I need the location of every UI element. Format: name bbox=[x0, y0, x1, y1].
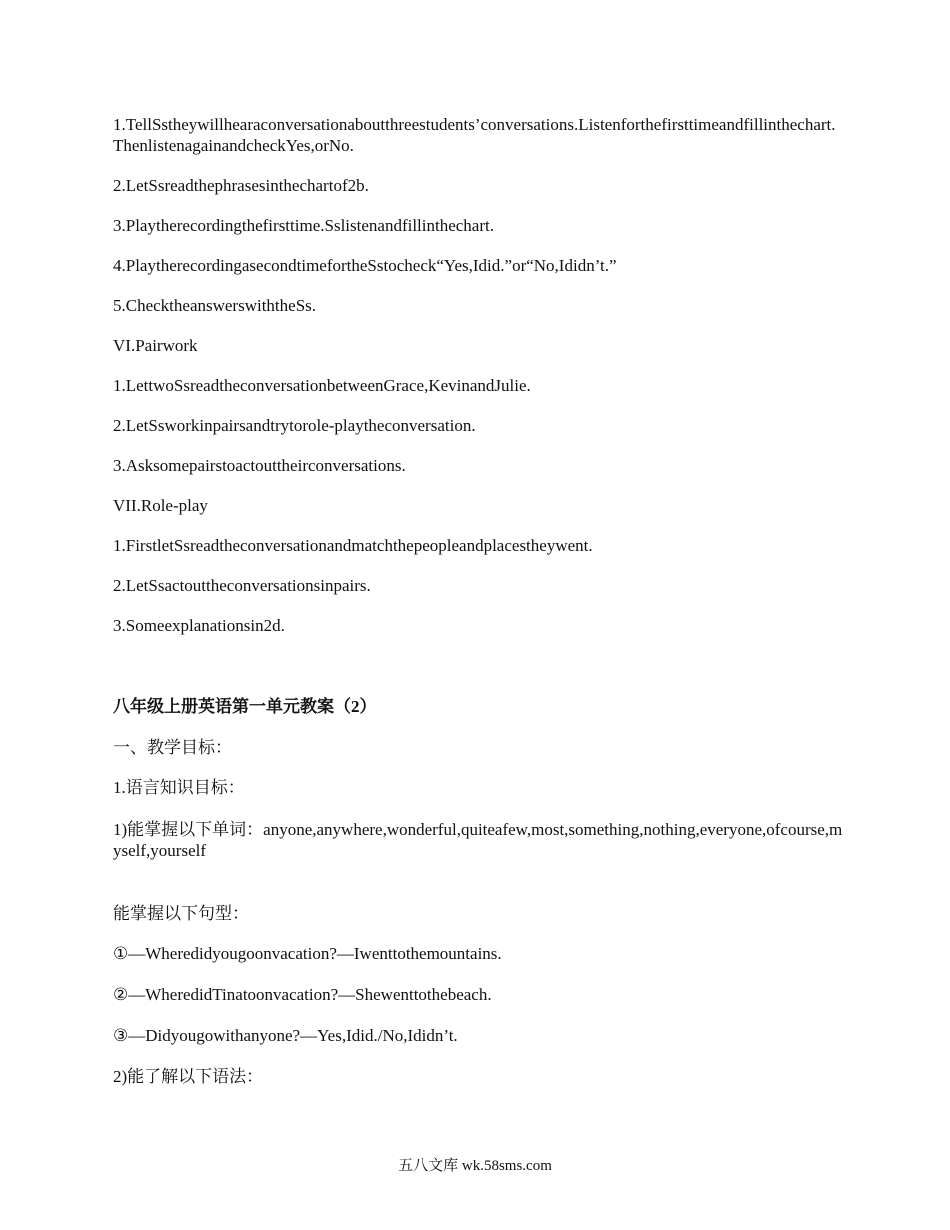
paragraph-explanations: 3.Someexplanationsin2d. bbox=[113, 616, 285, 635]
heading-sentence-patterns: 能掌握以下句型： bbox=[113, 904, 249, 923]
paragraph-role-play-pairs: 2.LetSsworkinpairsandtrytorole-playtheconversation. bbox=[113, 416, 476, 435]
paragraph-act-conversations: 2.LetSsactouttheconversationsinpairs. bbox=[113, 576, 371, 595]
paragraph-match-people: 1.FirstletSsreadtheconversationandmatchthepeopleandplacestheywent. bbox=[113, 536, 593, 555]
paragraph-play-second: 4.PlaytherecordingasecondtimefortheSstocheck“Yes,Idid.”or“No,Ididn’t.” bbox=[113, 256, 617, 275]
sentence-pattern-2: ②—WheredidTinatoonvacation?—Shewenttothebeach. bbox=[113, 985, 492, 1004]
paragraph-vocabulary: 1)能掌握以下单词：anyone,anywhere,wonderful,quiteafew,most,something,nothing,everyone,ofcourse,myself,yourself bbox=[113, 820, 843, 860]
heading-pairwork: VI.Pairwork bbox=[113, 336, 198, 355]
heading-grammar: 2)能了解以下语法： bbox=[113, 1067, 264, 1086]
paragraph-check-answers: 5.ChecktheanswerswiththeSs. bbox=[113, 296, 317, 315]
paragraph-act-out: 3.Asksomepairstoactouttheirconversations. bbox=[113, 456, 406, 475]
paragraph-read-conversation: 1.LettwoSsreadtheconversationbetweenGrace,KevinandJulie. bbox=[113, 376, 531, 395]
heading-teaching-goals: 一、教学目标： bbox=[113, 738, 232, 757]
heading-role-play: VII.Role-play bbox=[113, 496, 208, 515]
sentence-pattern-3: ③—Didyougowithanyone?—Yes,Idid./No,Ididn’t. bbox=[113, 1026, 458, 1045]
section-title: 八年级上册英语第一单元教案（2） bbox=[113, 697, 377, 716]
paragraph-read-phrases: 2.LetSsreadthephrasesinthechartof2b. bbox=[113, 176, 369, 195]
page-footer: 五八文库 wk.58sms.com bbox=[398, 1158, 552, 1174]
paragraph-play-first: 3.Playtherecordingthefirsttime.Sslistenandfillinthechart. bbox=[113, 216, 494, 235]
sentence-pattern-1: ①—Wheredidyougoonvacation?—Iwenttothemountains. bbox=[113, 944, 502, 963]
heading-language-knowledge: 1.语言知识目标： bbox=[113, 778, 245, 797]
paragraph-listen-instructions: 1.TellSstheywillhearaconversationaboutthreestudents’conversations.Listenforthefirsttimeandfillinthechart.ThenlistenagainandcheckYes,orNo. bbox=[113, 115, 836, 155]
